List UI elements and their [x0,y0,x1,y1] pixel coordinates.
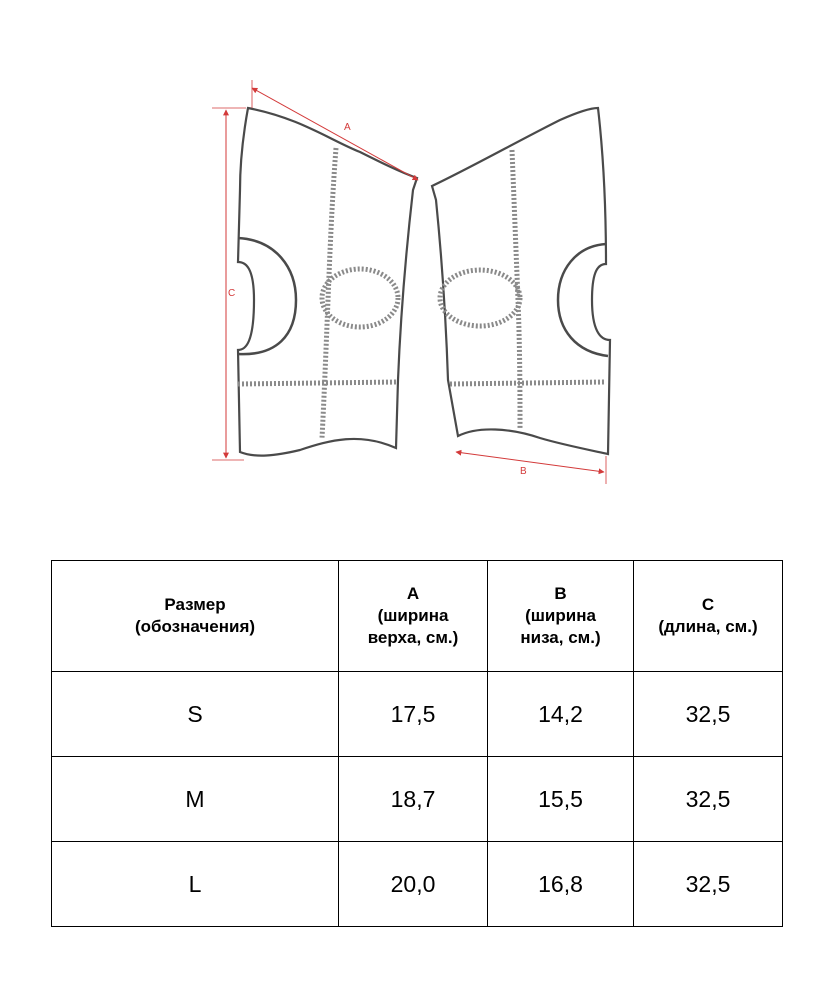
dimension-b-label: B [520,466,527,477]
dimension-b [456,452,606,484]
table-cell: 15,5 [488,757,634,842]
table-cell: 16,8 [488,842,634,927]
left-brace-seams [238,148,398,438]
table-cell: L [52,842,339,927]
table-cell: S [52,672,339,757]
header-a: A (ширина верха, см.) [339,561,488,672]
size-table [51,560,783,927]
table-row [52,672,783,757]
header-size: Размер (обозначения) [52,561,339,672]
table-cell: 32,5 [634,672,783,757]
dimension-c-label: C [228,288,236,299]
table-cell: 32,5 [634,757,783,842]
header-b: B (ширина низа, см.) [488,561,634,672]
dimension-a-label: A [344,122,351,133]
table-cell: M [52,757,339,842]
table-row [52,842,783,927]
table-cell: 14,2 [488,672,634,757]
table-cell: 20,0 [339,842,488,927]
table-row [52,757,783,842]
table-cell: 32,5 [634,842,783,927]
header-c: C (длина, см.) [634,561,783,672]
table-header-row [52,561,783,672]
table-cell: 17,5 [339,672,488,757]
table-cell: 18,7 [339,757,488,842]
right-brace-seams [440,150,606,428]
